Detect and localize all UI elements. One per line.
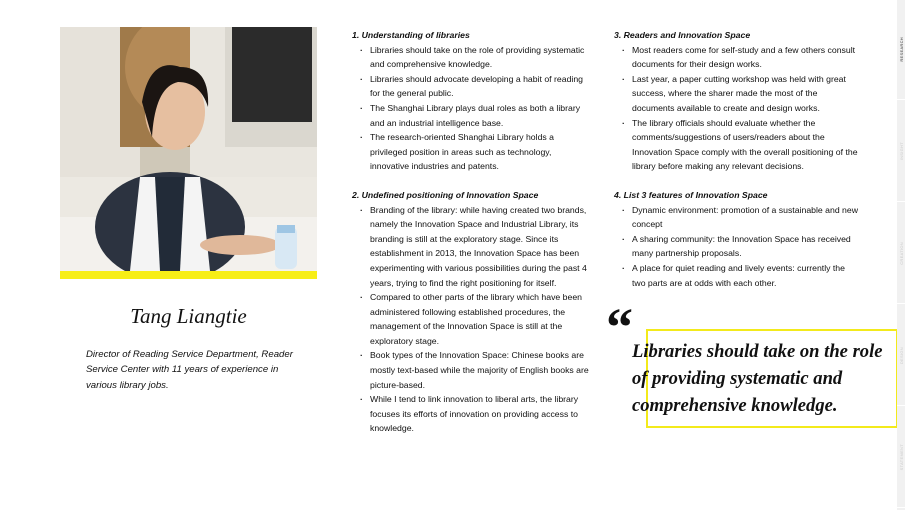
side-tab-insight[interactable]: [897, 102, 905, 202]
bullet-list: [352, 43, 592, 174]
text-column-right: [614, 28, 859, 304]
side-tab-creation[interactable]: [897, 204, 905, 304]
profile-photo: [60, 27, 317, 271]
list-item: · Compared to other parts of the library which have been administered following established procedures, the management of the Innovation Space is still at the exploratory stage.: [352, 290, 592, 348]
bullet-list: [614, 43, 859, 174]
side-tab-label: DESIGN: [898, 346, 904, 365]
section-title: 2. Undefined positioning of Innovation Space: [352, 189, 539, 200]
list-item: · The library officials should evaluate whether the comments/suggestions of users/readers about the Innovation Space comply with the overall positioning of the library before making any relevant decisions.: [614, 116, 859, 174]
list-item: · A place for quiet reading and lively events: currently the two parts are at odds with each other.: [614, 261, 859, 290]
list-item: · Book types of the Innovation Space: Chinese books are mostly text-based while the majority of English books are picture-based.: [352, 348, 592, 392]
list-item: · Libraries should take on the role of providing systematic and comprehensive knowledge.: [352, 43, 592, 72]
bullet-list: [614, 203, 859, 291]
pull-quote: Libraries should take on the role of providing systematic and comprehensive knowledge.: [632, 341, 883, 416]
list-item: · Last year, a paper cutting workshop was held with great success, where the sharer made the most of the documents available to create and design works.: [614, 72, 859, 116]
section-title: 3. Readers and Innovation Space: [614, 30, 751, 40]
list-item: · Most readers come for self-study and a few others consult documents for their design works.: [614, 43, 859, 72]
bullet-list: [352, 203, 592, 437]
list-item: · Libraries should advocate developing a habit of reading for the general public.: [352, 72, 592, 101]
list-item: · The Shanghai Library plays dual roles as both a library and an industrial intelligence base.: [352, 101, 592, 130]
list-item: · Dynamic environment: promotion of a sustainable and new concept: [614, 203, 859, 232]
person-description: Director of Reading Service Department, Reader Service Center with 11 years of experience in various library jobs.: [86, 349, 293, 391]
side-tab-label: CREATION: [898, 242, 904, 265]
side-tab-label: INSIGHT: [898, 142, 904, 161]
portrait-image: [60, 27, 317, 271]
side-tab-label: STATEMENT: [898, 444, 904, 471]
person-name: Tang Liangtie: [130, 304, 247, 328]
section-title: 4. List 3 features of Innovation Space: [614, 189, 768, 200]
section-positioning: [352, 188, 592, 436]
section-features: [614, 188, 859, 290]
list-item: · A sharing community: the Innovation Space has received many partnership proposals.: [614, 232, 859, 261]
side-tab-design[interactable]: [897, 306, 905, 406]
side-nav: [897, 0, 905, 510]
section-title: 1. Understanding of libraries: [352, 30, 470, 40]
text-column-left: [352, 28, 592, 450]
photo-accent-bar: [60, 271, 317, 279]
section-understanding: [352, 28, 592, 174]
section-readers: [614, 28, 859, 174]
side-tab-statement[interactable]: [897, 408, 905, 508]
list-item: · The research-oriented Shanghai Library holds a privileged position in areas such as technology, innovative industries and patents.: [352, 130, 592, 174]
side-tab-research[interactable]: [897, 0, 905, 100]
side-tab-label: RESEARCH: [898, 37, 904, 62]
list-item: · Branding of the library: while having created two brands, namely the Innovation Space and Industrial Library, its branding is still at the exploratory stage. Since its establishment in 2013, the Innovation Space has been experimenting with various possibilities during the past 4 years, trying to find the right positioning for itself.: [352, 203, 592, 291]
quote-mark-icon: “: [606, 297, 633, 357]
list-item: · While I tend to link innovation to liberal arts, the library focuses its efforts of innovation on providing access to knowledge.: [352, 392, 592, 436]
